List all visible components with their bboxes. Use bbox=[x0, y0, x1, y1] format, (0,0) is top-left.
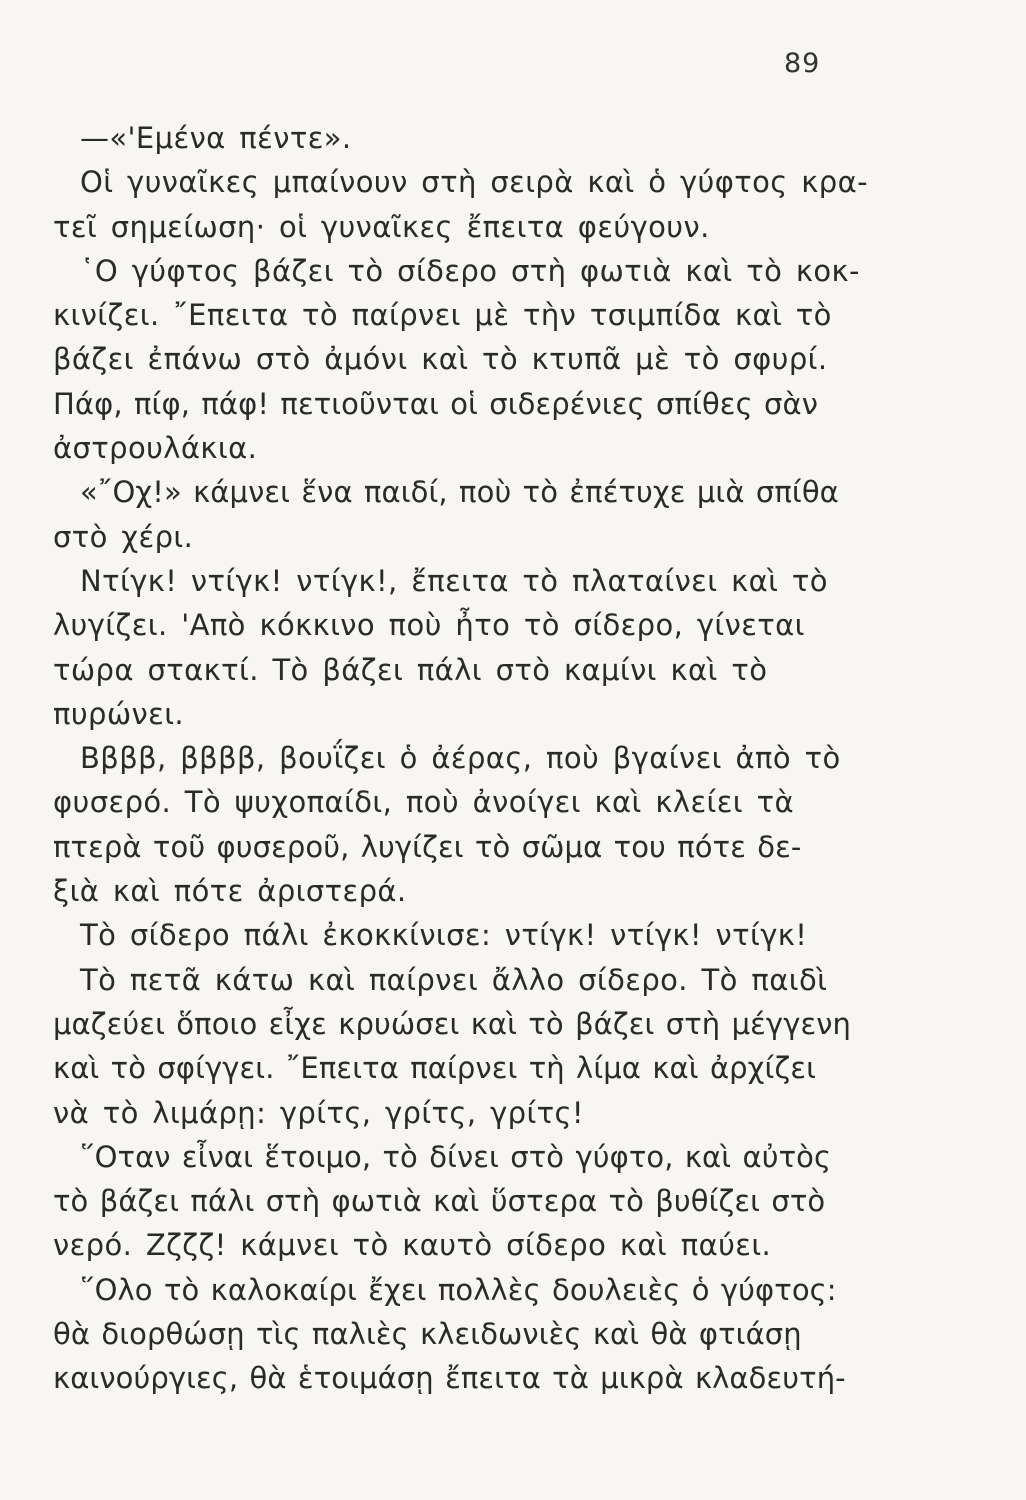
text-line: Ντίγκ! ντίγκ! ντίγκ!, ἔπειτα τὸ πλαταίνει καὶ τὸ bbox=[80, 563, 828, 598]
text-line: Πάφ, πίφ, πάφ! πετιοῦνται οἱ σιδερένιες σπίθες σὰν bbox=[53, 386, 819, 421]
text-line: καινούργιες, θὰ ἑτοιμάσῃ ἔπειτα τὰ μικρὰ κλαδευτή- bbox=[53, 1361, 846, 1396]
text-line: ῞Ολο τὸ καλοκαίρι ἔχει πολλὲς δουλειὲς ὁ γύφτος: bbox=[80, 1272, 837, 1307]
text-line: νὰ τὸ λιμάρῃ: γρίτς, γρίτς, γρίτς! bbox=[53, 1095, 584, 1130]
text-line: βάζει ἐπάνω στὸ ἀμόνι καὶ τὸ κτυπᾶ μὲ τὸ σφυρί. bbox=[53, 342, 828, 377]
text-line: ῾Ο γύφτος βάζει τὸ σίδερο στὴ φωτιὰ καὶ τὸ κοκ- bbox=[80, 253, 860, 288]
text-line: τεῖ σημείωση· οἱ γυναῖκες ἔπειτα φεύγουν. bbox=[53, 209, 710, 244]
text-line: μαζεύει ὅποιο εἶχε κρυώσει καὶ τὸ βάζει στὴ μέγγενη bbox=[53, 1006, 852, 1041]
text-line: ξιὰ καὶ πότε ἀριστερά. bbox=[53, 874, 407, 909]
text-line: ἀστρουλάκια. bbox=[53, 431, 258, 466]
text-line: Τὸ πετᾶ κάτω καὶ παίρνει ἄλλο σίδερο. Τὸ παιδὶ bbox=[80, 962, 828, 997]
text-line: φυσερό. Τὸ ψυχοπαίδι, ποὺ ἀνοίγει καὶ κλείει τὰ bbox=[53, 785, 795, 820]
text-line: στὸ χέρι. bbox=[53, 519, 194, 554]
text-line: —«'Εμένα πέντε». bbox=[80, 121, 352, 155]
text-line: πτερὰ τοῦ φυσεροῦ, λυγίζει τὸ σῶμα του πότε δε- bbox=[53, 829, 802, 864]
text-line: θὰ διορθώσῃ τὶς παλιὲς κλειδωνιὲς καὶ θὰ φτιάσῃ bbox=[53, 1317, 802, 1352]
text-line: καὶ τὸ σφίγγει. ῎Επειτα παίρνει τὴ λίμα καὶ ἀρχίζει bbox=[53, 1051, 817, 1086]
text-line: νερό. Ζζζζ! κάμνει τὸ καυτὸ σίδερο καὶ παύει. bbox=[53, 1228, 772, 1263]
text-line: ῞Οταν εἶναι ἕτοιμο, τὸ δίνει στὸ γύφτο, καὶ αὐτὸς bbox=[80, 1139, 832, 1174]
text-line: τὸ βάζει πάλι στὴ φωτιὰ καὶ ὕστερα τὸ βυθίζει στὸ bbox=[53, 1184, 826, 1219]
text-line: Ββββ, ββββ, βουΐζει ὁ ἀέρας, ποὺ βγαίνει ἀπὸ τὸ bbox=[80, 741, 841, 776]
text-line: Οἱ γυναῖκες μπαίνουν στὴ σειρὰ καὶ ὁ γύφτος κρα- bbox=[80, 165, 868, 200]
text-line: κινίζει. ῎Επειτα τὸ παίρνει μὲ τὴν τσιμπίδα καὶ τὸ bbox=[53, 298, 832, 333]
text-line: πυρώνει. bbox=[53, 696, 185, 731]
text-line: τώρα στακτί. Τὸ βάζει πάλι στὸ καμίνι καὶ τὸ bbox=[53, 652, 768, 687]
text-line: Τὸ σίδερο πάλι ἐκοκκίνισε: ντίγκ! ντίγκ! ντίγκ! bbox=[80, 918, 808, 953]
body-text bbox=[53, 116, 883, 1401]
text-line: λυγίζει. 'Απὸ κόκκινο ποὺ ἦτο τὸ σίδερο, γίνεται bbox=[53, 608, 805, 643]
text-line: «῎Οχ!» κάμνει ἕνα παιδί, ποὺ τὸ ἐπέτυχε μιὰ σπίθα bbox=[80, 475, 839, 510]
page-number: 89 bbox=[784, 48, 821, 79]
